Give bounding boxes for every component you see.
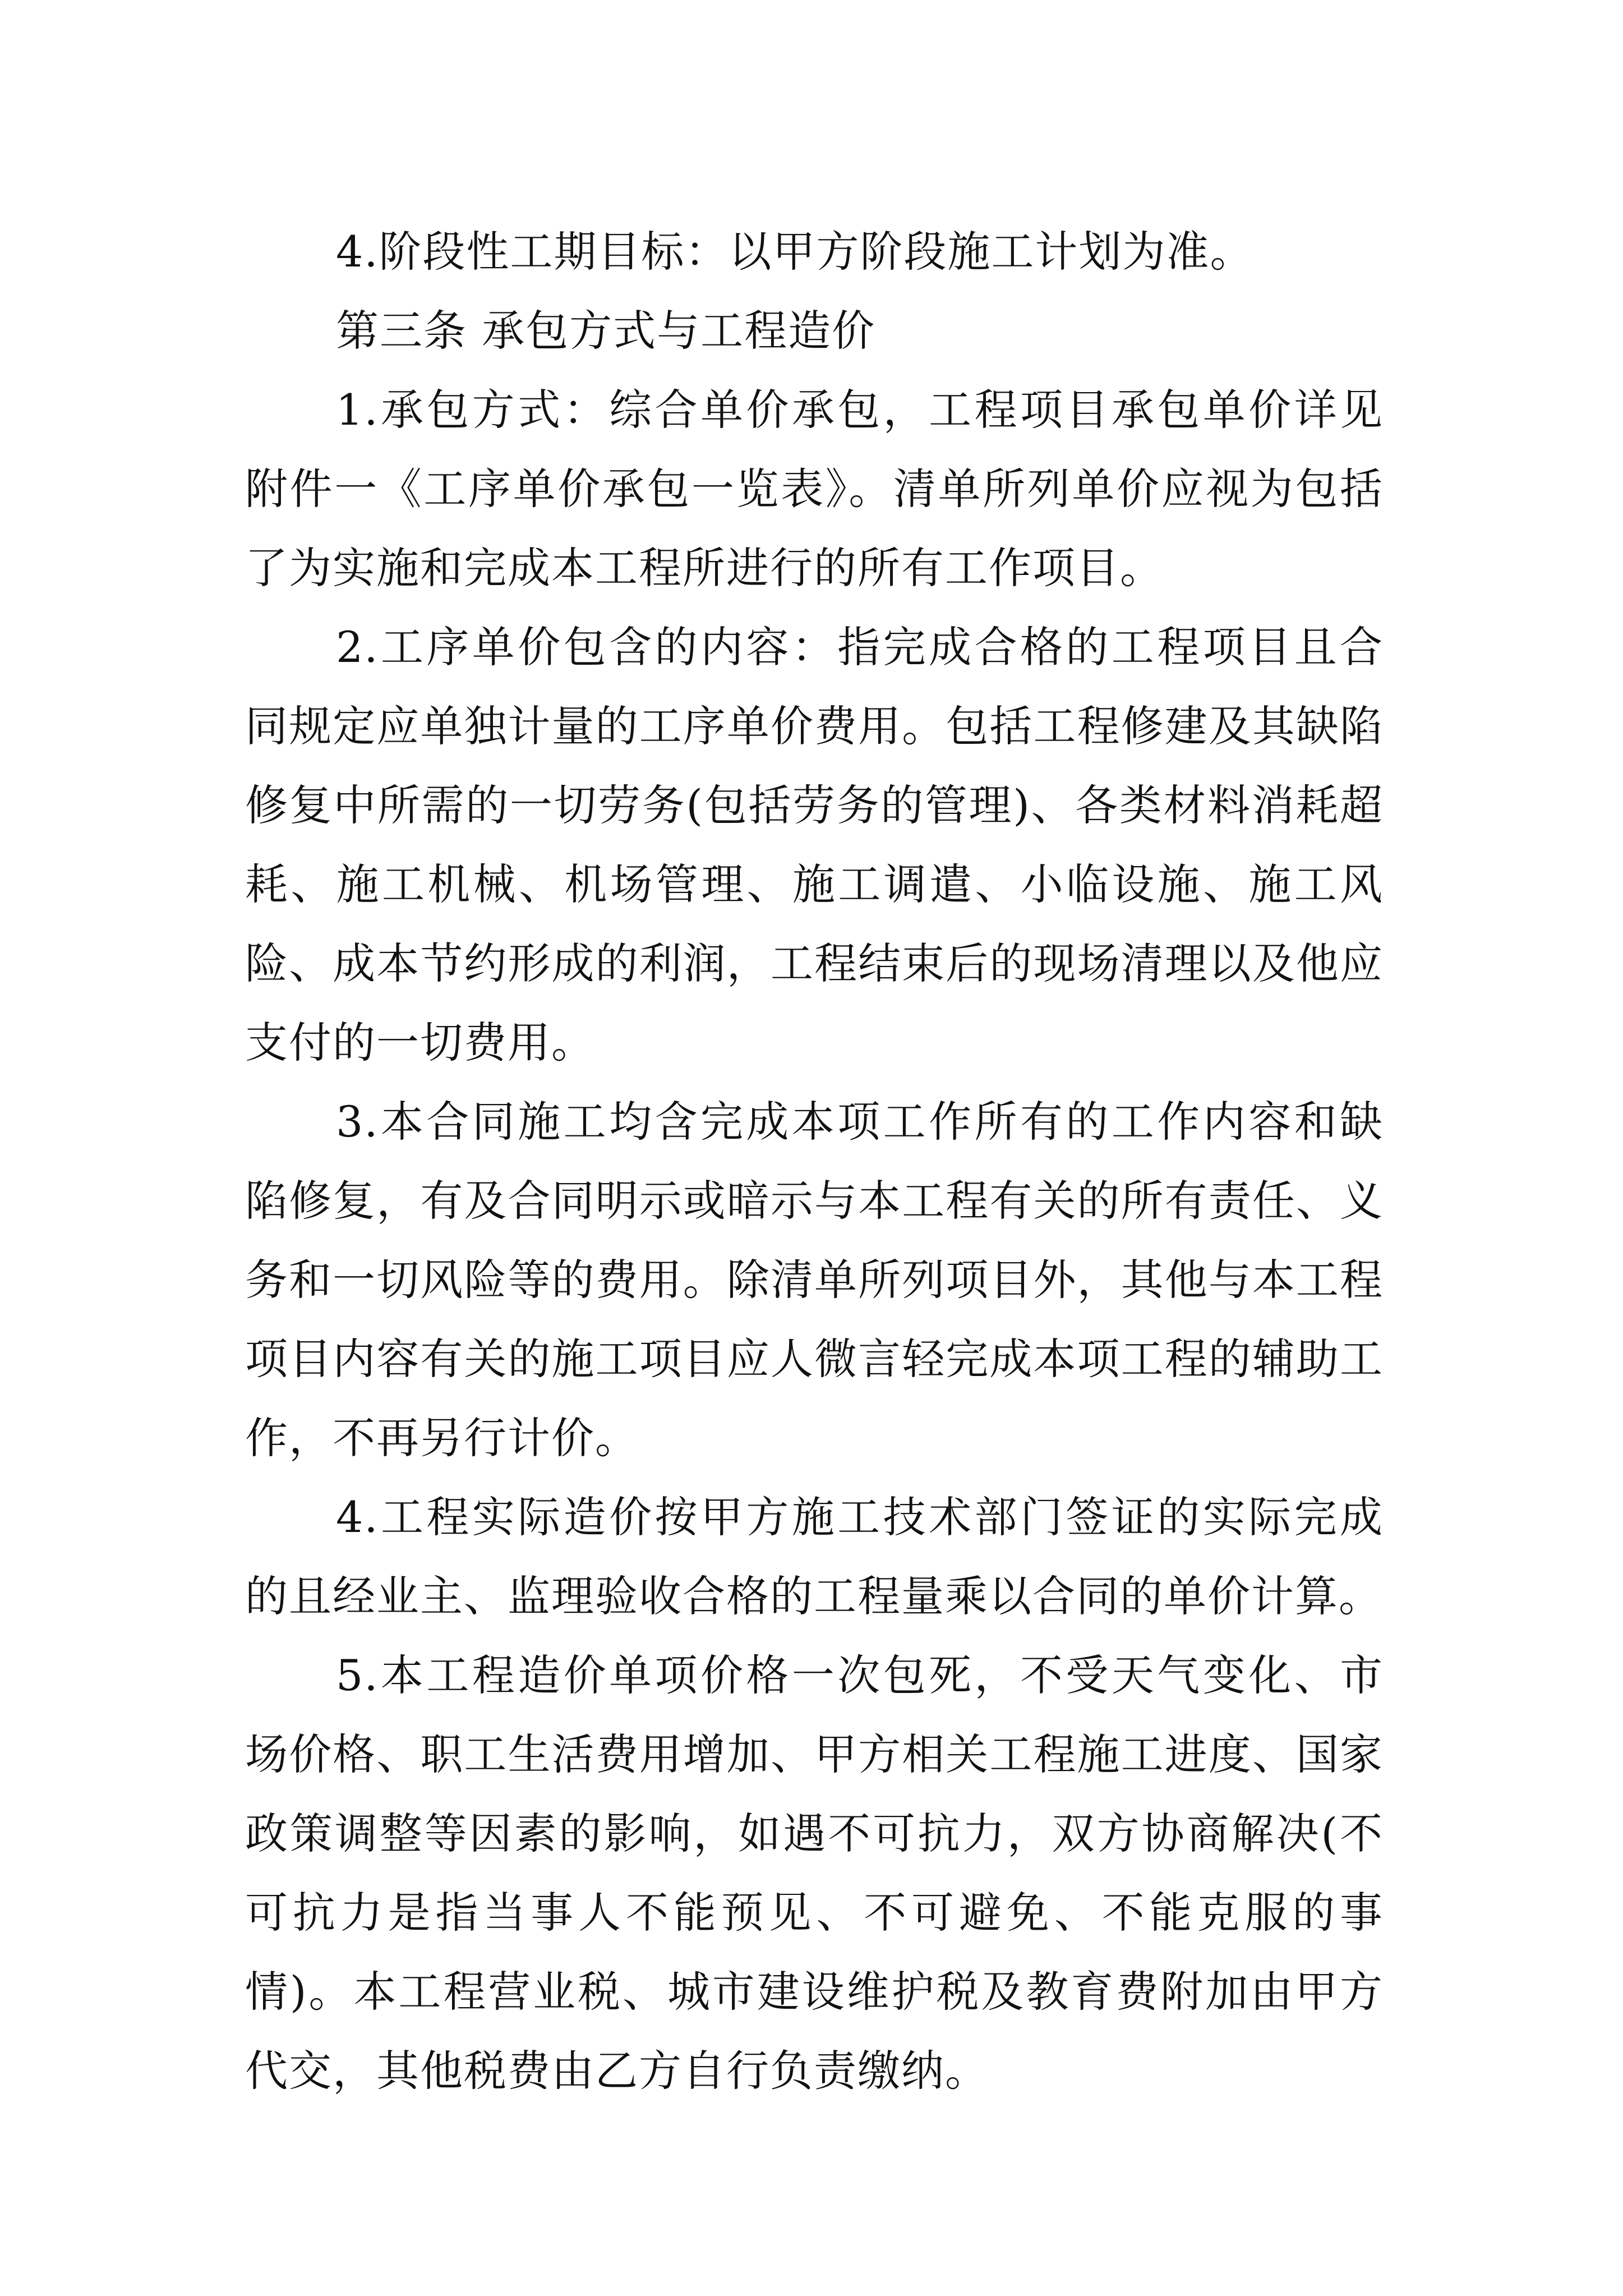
clause-paragraph-3-scope: 3.本合同施工均含完成本项工作所有的工作内容和缺陷修复，有及合同明示或暗示与本工程有关的所有责任、义务和一切风险等的费用。除清单所列项目外，其他与本工程项目内容有关的施工项目应人微言轻完成本项工程的辅助工作，不再另行计价。	[245, 1097, 1384, 1463]
clause-paragraph-5-fixed-price: 5.本工程造价单项价格一次包死，不受天气变化、市场价格、职工生活费用增加、甲方相关工程施工进度、国家政策调整等因素的影响，如遇不可抗力，双方协商解决(不可抗力是指当事人不能预见、不可避免、不能克服的事情)。本工程营业税、城市建设维护税及教育费附加由甲方代交，其他税费由乙方自行负责缴纳。	[245, 1650, 1384, 2096]
document-body	[245, 212, 1384, 2110]
clause-paragraph-4-stage-target: 4.阶段性工期目标：以甲方阶段施工计划为准。	[336, 227, 1254, 277]
clause-paragraph-2-unit-price-content: 2.工序单价包含的内容：指完成合格的工程项目且合同规定应单独计量的工序单价费用。包括工程修建及其缺陷修复中所需的一切劳务(包括劳务的管理)、各类材料消耗超耗、施工机械、机场管理、施工调遣、小临设施、施工风险、成本节约形成的利润，工程结束后的现场清理以及他应支付的一切费用。	[245, 622, 1384, 1068]
article-heading-3: 第三条 承包方式与工程造价	[336, 306, 876, 356]
clause-paragraph-1-contract-method: 1.承包方式：综合单价承包，工程项目承包单价详见附件一《工序单价承包一览表》。清单所列单价应视为包括了为实施和完成本工程所进行的所有工作项目。	[245, 385, 1384, 593]
clause-paragraph-4-actual-cost: 4.工程实际造价按甲方施工技术部门签证的实际完成的且经业主、监理验收合格的工程量乘以合同的单价计算。	[245, 1492, 1384, 1621]
